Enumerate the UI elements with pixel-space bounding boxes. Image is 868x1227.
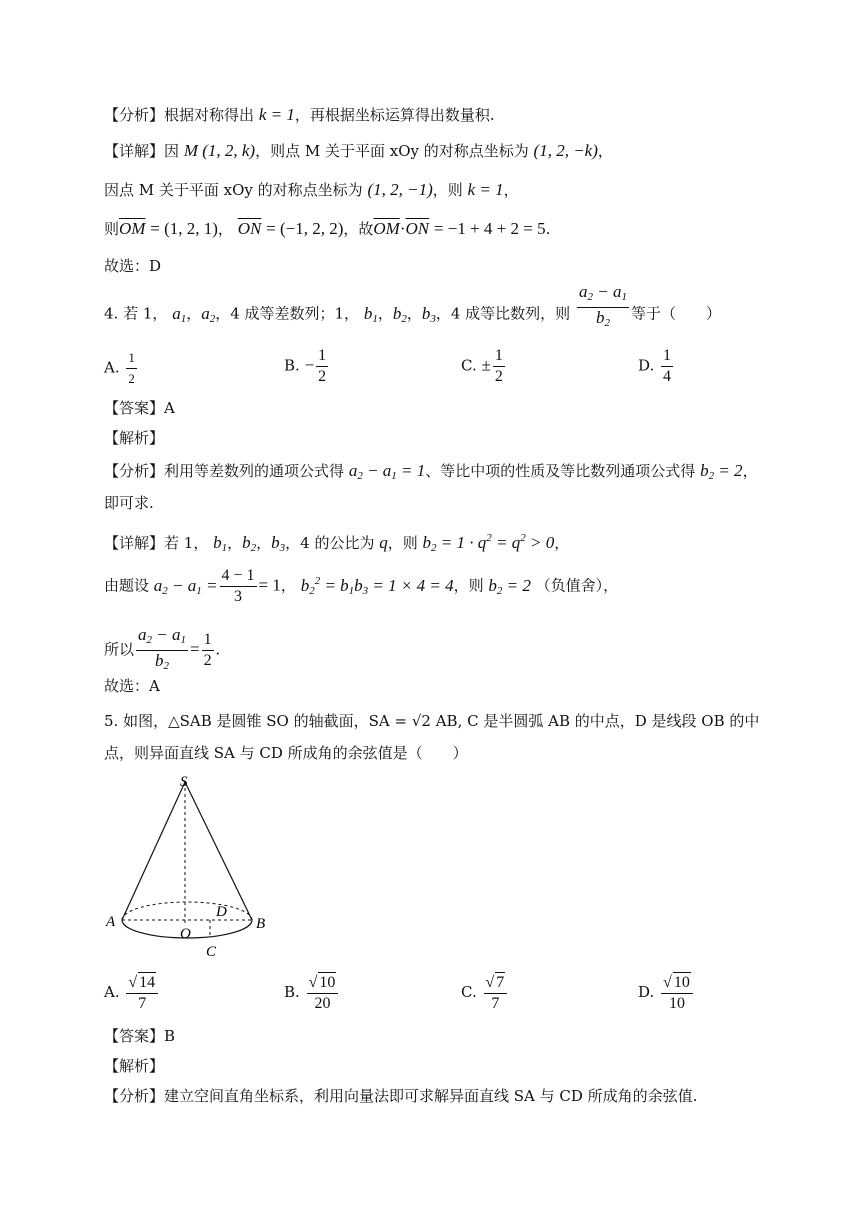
math: = — [190, 639, 200, 659]
text: ， — [503, 181, 519, 199]
analysis-label: 【分析】 — [104, 462, 165, 480]
vector-on: $\overline{ON}$ — [237, 219, 262, 238]
fraction: $\frac{1}{2}$ — [494, 347, 503, 385]
q5-option-c — [461, 972, 509, 1014]
fraction: $\frac{a_2 - a_1}{b_2}$ — [138, 625, 186, 672]
text: ， — [742, 462, 758, 480]
label-o: O — [180, 926, 191, 942]
text: 则 — [104, 220, 120, 238]
detail-label: 【详解】 — [104, 534, 165, 552]
text: ，4 成等差数列；1， — [215, 304, 360, 323]
math: (1, 2, −k) — [533, 141, 598, 160]
q3-analysis-line — [104, 104, 495, 126]
text: 若 1， — [164, 534, 209, 552]
detail-label: 【详解】 — [104, 142, 165, 160]
text: 因点 M 关于平面 xOy 的对称点坐标为 — [104, 181, 363, 199]
q4-detail-line1: 【详解】若 1， $b_1$，$b_2$，$b_3$，4 的公比为 q，则 $b_2 = 1 \cdot q^2 = q^2 > 0$， — [104, 532, 570, 554]
fraction: $\frac{√ 14}{7}$ — [126, 972, 158, 1014]
q5-option-a — [104, 972, 160, 1014]
label-a: A — [106, 914, 116, 930]
label-b: B — [256, 916, 266, 932]
text: 由题设 — [104, 576, 150, 595]
option-label: B. — [284, 356, 300, 375]
math: = −1 + 4 + 2 = 5 — [433, 219, 546, 238]
math: · — [399, 219, 406, 238]
q5-stem-line2: 点，则异面直线 SA 与 CD 所成角的余弦值是（ ） — [104, 744, 468, 762]
analysis-label: 【分析】 — [104, 106, 165, 124]
option-label: D. — [638, 356, 655, 375]
text: 利用等差数列的通项公式得 — [164, 462, 345, 480]
fraction: $\frac{1}{2}$ — [128, 350, 135, 386]
q5-jiexi: 【解析】 — [104, 1057, 165, 1075]
math: − — [304, 355, 315, 375]
q3-detail-line1 — [104, 140, 613, 162]
q5-answer: 【答案】B — [104, 1027, 176, 1045]
text: ，再根据坐标运算得出数量积. — [294, 106, 495, 124]
q3-detail-line3 — [104, 218, 550, 240]
q4-analysis-line2: 即可求. — [104, 494, 154, 512]
q5-analysis: 【分析】建立空间直角坐标系，利用向量法即可求解异面直线 SA 与 CD 所成角的余弦值. — [104, 1087, 698, 1105]
fraction: $\frac{4 - 1}{3}$ — [221, 567, 255, 605]
label-s: S — [180, 774, 188, 790]
fraction: $\frac{√ 10}{10}$ — [661, 972, 693, 1014]
option-label: C. — [461, 356, 477, 375]
option-label: D. — [638, 983, 655, 1001]
option-label: A. — [104, 358, 120, 377]
text: 因 — [164, 142, 180, 160]
edge-sb — [185, 782, 252, 920]
math: = (1, 2, 1) — [150, 219, 218, 238]
math: $b_1$ — [363, 303, 378, 325]
math: $a_2 - a_1 = 1$ — [348, 461, 426, 482]
math: $b_2$ — [392, 303, 407, 325]
q5-option-d — [638, 972, 695, 1014]
math: = 1 — [258, 575, 281, 595]
math: ± — [481, 355, 491, 375]
math: $b_2 = 1 \cdot q^2 = q^2 > 0$ — [422, 532, 555, 554]
back-arc — [122, 902, 252, 920]
q3-detail-line2 — [104, 179, 519, 201]
text: 根据对称得出 — [164, 106, 255, 124]
label-d: D — [216, 904, 227, 920]
math: $b_1$ — [213, 533, 228, 554]
q4-jiexi: 【解析】 — [104, 429, 165, 447]
math: k = 1 — [258, 105, 295, 124]
math: q — [379, 533, 388, 552]
math: (1, 2, −1) — [367, 180, 433, 199]
fraction: $\frac{a_2 - a_1}{b_2}$ — [578, 282, 627, 329]
math: $a_2 - a_1$ = — [153, 575, 218, 597]
q4-answer: 【答案】A — [104, 399, 175, 417]
cone-figure — [100, 768, 280, 963]
text: ，4 成等比数列，则 — [435, 304, 571, 323]
vector-om: $\overline{OM}$ — [119, 219, 146, 238]
text: ，则 — [453, 576, 484, 595]
q4-option-d — [638, 346, 675, 387]
label-c: C — [206, 944, 217, 960]
math: $b_2$ — [242, 533, 257, 554]
edge-sa — [122, 782, 185, 920]
math: $b_2 = 2$ — [488, 575, 531, 597]
text: ，则点 M 关于平面 xOy 的对称点坐标为 — [255, 142, 529, 160]
text: ， — [280, 576, 296, 595]
q4-detail-line3: 所以 $\frac{a_2 - a_1}{b_2}$ = $\frac{1}{2}$ . — [104, 625, 220, 676]
vector-on: $\overline{ON}$ — [405, 219, 430, 238]
text: ，4 的公比为 — [285, 534, 375, 552]
math: $b_3$ — [421, 303, 436, 325]
vector-om: $\overline{OM}$ — [373, 219, 400, 238]
text: ， — [554, 534, 570, 552]
text: 所以 — [104, 640, 135, 659]
fraction: $\frac{1}{2}$ — [318, 347, 327, 385]
text: 4. 若 1， — [104, 304, 168, 323]
text: 等于（ ） — [630, 304, 721, 323]
math: = (−1, 2, 2) — [266, 219, 344, 238]
q4-detail-line2 — [104, 566, 618, 607]
q4-option-b — [284, 346, 330, 387]
text: . — [545, 220, 551, 238]
q5-option-b — [284, 972, 340, 1014]
q4-analysis-line1 — [104, 460, 758, 487]
q4-option-c — [461, 346, 507, 387]
text: ，则 — [387, 534, 418, 552]
q4-stem: 4. 若 1， $a_1$，$a_2$，4 成等差数列；1， $b_1$，$b_2$，$b_3$，4 成等比数列，则 $\frac{a_2 - a_1}{b_2}$ 等于（ ） — [104, 296, 721, 333]
text: （负值舍）， — [535, 576, 619, 595]
q3-conclusion: 故选：D — [104, 257, 162, 275]
text: ，则 — [432, 181, 463, 199]
math: M (1, 2, k) — [183, 141, 256, 160]
q4-option-a — [104, 348, 139, 389]
text: ， — [217, 220, 233, 238]
fraction: $\frac{1}{4}$ — [663, 347, 672, 385]
fraction: $\frac{√ 7}{7}$ — [484, 972, 508, 1014]
text: ， — [597, 142, 613, 160]
math: $a_2$ — [201, 303, 216, 325]
math: $b_2^2 = b_1b_3 = 1 \times 4 = 4$ — [300, 574, 454, 597]
math: k = 1 — [467, 180, 504, 199]
option-label: C. — [461, 983, 477, 1001]
math: $a_1$ — [172, 303, 187, 325]
q5-stem-line1: 5. 如图，△SAB 是圆锥 SO 的轴截面，SA = √2 AB, C 是半圆弧 AB 的中点，D 是线段 OB 的中 — [104, 712, 760, 730]
math: $b_2 = 2$ — [700, 461, 743, 482]
fraction: $\frac{√ 10}{20}$ — [307, 972, 339, 1014]
math: $b_3$ — [271, 533, 286, 554]
fraction: $\frac{1}{2}$ — [203, 631, 212, 669]
option-label: A. — [104, 983, 120, 1001]
text: 、等比中项的性质及等比数列通项公式得 — [425, 462, 696, 480]
text: ，故 — [343, 220, 374, 238]
q4-conclusion: 故选：A — [104, 677, 160, 695]
option-label: B. — [284, 983, 300, 1001]
